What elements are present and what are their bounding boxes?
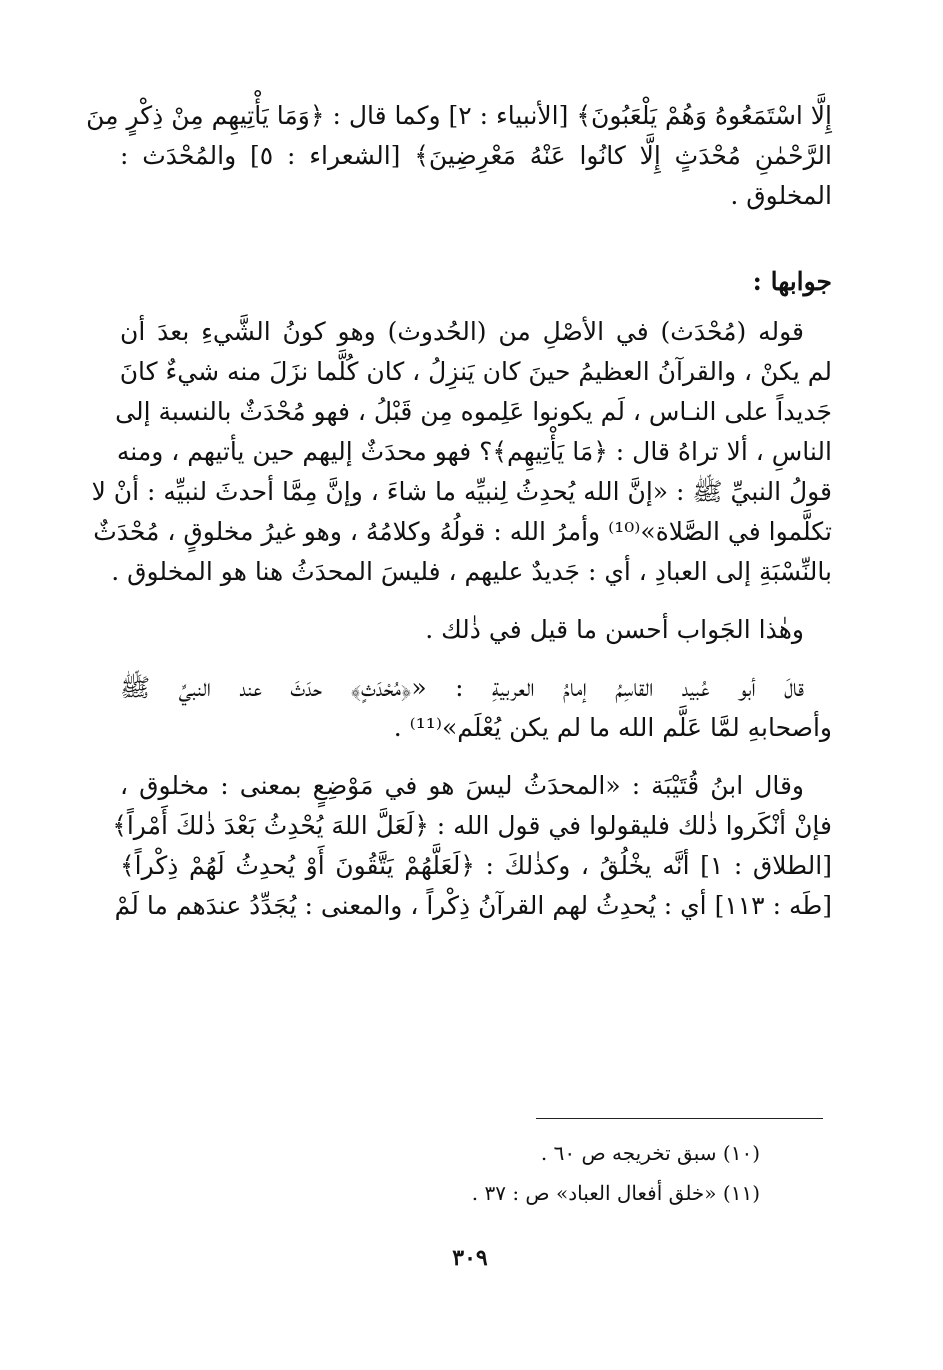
text-line: إِلَّا اسْتَمَعُوهُ وَهُمْ يَلْعَبُونَ﴾ [الأنبياء : ٢] وكما قال : ﴿وَمَا يَأْتِيهِم مِنْ ذِكْرٍ مِنَ (86, 101, 832, 130)
text-line: وقال ابنُ قُتَيْبَة : «المحدَثُ ليسَ هو في مَوْضِعٍ بمعنى : مخلوق ، (120, 771, 804, 800)
text-line: قوله (مُحْدَث) في الأصْلِ من (الحُدوث) وهو كونُ الشَّيءِ بعدَ أن (120, 317, 804, 346)
text-line: بالنِّسْبَةِ إلى العبادِ ، أي : جَديدٌ عليهم ، فليسَ المحدَثُ هنا هو المخلوق . (111, 557, 832, 586)
text-line: تكلَّموا في الصَّلاة»⁽¹⁰⁾ وأمرُ الله : قولُهُ وكلامُهُ ، وهو غيرُ مخلوقٍ ، مُحْدَثٌ (93, 517, 832, 546)
footnote-11: (١١) «خلق أفعال العباد» ص : ٣٧ . (471, 1181, 760, 1205)
section-heading: جوابها : (752, 267, 832, 296)
paragraph-remark (120, 610, 832, 650)
text-line: [طَه : ١١٣] أي : يُحدِثُ لهم القرآنُ ذِكْراً ، والمعنى : يُجَدِّدُ عندَهم ما لَمْ (114, 891, 832, 920)
text-line: لم يكنْ ، والقرآنُ العظيمُ حينَ كان يَنزِلُ ، كان كُلَّما نزَلَ منه شيءٌ كانَ (119, 357, 832, 386)
text-line: وأصحابهِ لمَّا عَلَّم الله ما لم يكن يُعْلَم»⁽¹¹⁾ . (393, 713, 832, 742)
paragraph-continuation (86, 96, 832, 216)
main-text (86, 96, 832, 926)
text-line: [الطلاق : ١] أنَّه يخْلُقُ ، وكذٰلكَ : ﴿لَعَلَّهُمْ يَتَّقُونَ أَوْ يُحدِثُ لَهُمْ ذِكْراً﴾ (120, 851, 832, 880)
text-line: الناسِ ، ألا تراهُ قال : ﴿مَا يَأْتِيهِم﴾؟ فهو محدَثٌ إليهم حين يأتيهم ، ومنه (116, 437, 832, 466)
text-line: المخلوق . (730, 181, 832, 210)
footnote-10: (١٠) سبق تخريجه ص ٦٠ . (540, 1141, 760, 1165)
footnote-separator (536, 1118, 823, 1119)
text-line: جَديداً على النـاس ، لَم يكونوا عَلِموه مِن قَبْلُ ، فهو مُحْدَثٌ بالنسبة إلى (115, 397, 832, 426)
text-line: الرَّحْمٰنِ مُحْدَثٍ إِلَّا كانُوا عَنْهُ مَعْرِضِينَ﴾ [الشعراء : ٥] والمُحْدَث : (120, 141, 832, 170)
text-line: قولُ النبيِّ ﷺ : «إنَّ الله يُحدِثُ لِنبيِّه ما شاءَ ، وإنَّ مِمَّا أحدثَ لنبيِّه : أنْ لا (91, 477, 832, 506)
page-number: ٣٠٩ (452, 1245, 488, 1271)
paragraph-abu-ubayd (120, 668, 832, 748)
paragraph-answer (91, 312, 832, 592)
text-line: فإنْ أنْكَروا ذٰلك فليقولوا في قول الله : ﴿لَعَلَّ اللهَ يُحْدِثُ بَعْدَ ذٰلكَ أَمْراً﴾ (112, 811, 832, 840)
text-line: قالَ أبو عُبيد القاسِمُ إمامُ العربيةِ : «﴿مُحْدَثٍ﴾ حدَثَ عند النبيِّ ﷺ (120, 673, 804, 702)
footnotes (120, 1133, 760, 1213)
text-line: وهٰذا الجَواب أحسن ما قيل في ذٰلك . (425, 615, 804, 644)
paragraph-ibn-qutayba (112, 766, 832, 926)
